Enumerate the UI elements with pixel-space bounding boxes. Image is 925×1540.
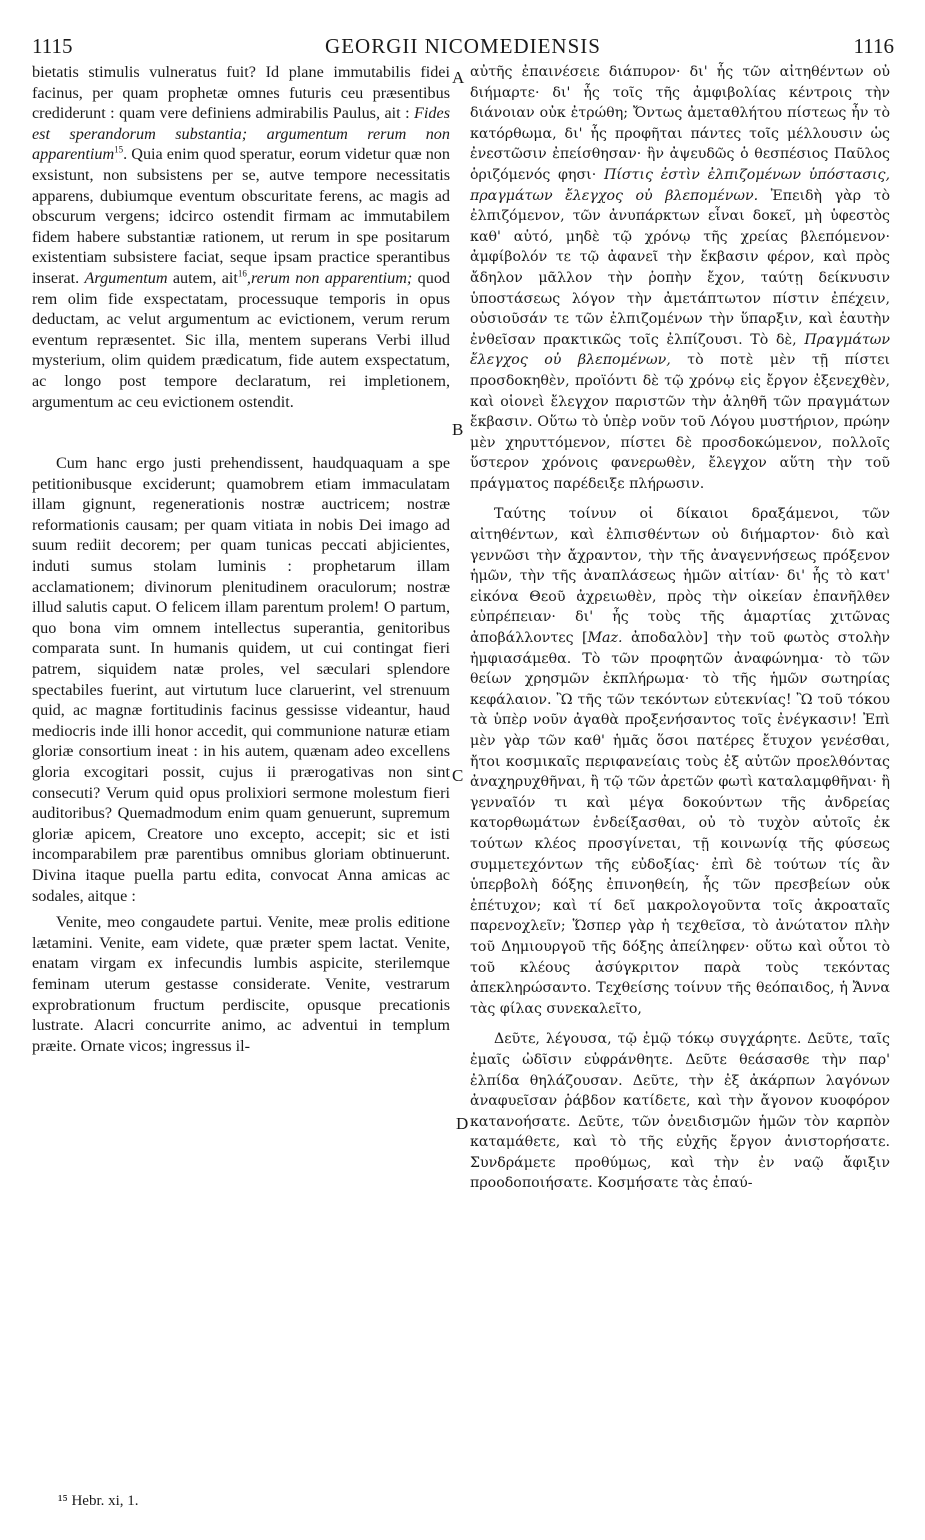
latin-p1-text-d: quod rem olim fide exspectatam, processuque temporis in opus deductam, ac velut argumentum ac evictionem, verum rerum eventum repræsentet. Sic illa, mentem superans Verbi illud mysterium, olim quidem prædicatum, fide autem exspectatum, ac longo post tempore declaratum, rei impletionem, argumentum ac ceu evictionem ostendit. (32, 268, 450, 411)
greek-paragraph-3: Δεῦτε, λέγουσα, τῷ ἐμῷ τόκῳ συγχάρητε. Δεῦτε, ταῖς ἐμαῖς ὠδῖσιν εὐφράνθητε. Δεῦτε θεάσασθε τὴν παρ' ἐλπίδα θηλάζουσαν. Δεῦτε, τὴν ἐξ ἀκάρπων λαγόνων ἀναφυεῖσαν ῥάβδον κατίδετε, καὶ τὴν ἄγονον κυοφόρον κατανοήσατε. Δεῦτε, τῶν ὀνειδισμῶν ἡμῶν τὸν καρπὸν καταμάθετε, καὶ τὸ τῆς εὐχῆς ἔργον ἀνιστορήσατε. Συνδράμετε προθύμως, καὶ τὴν ἐν ναῷ ἄφιξιν προοδοποιήσατε. Κοσμήσατε τὰς ἐπαύ- (470, 1031, 890, 1192)
footnote: ¹⁵ Hebr. xi, 1. (58, 1493, 139, 1509)
latin-p1-text-a: bietatis stimulis vulneratus fuit? Id plane immutabilis fidei facinus, per quam prophetæ omnes futuris ceu præsentibus crediderunt : quam vere definiens admirabilis Paulus, ait : (32, 63, 450, 123)
latin-p1-text-b: . Quia enim quod speratur, eorum videtur quæ non exsistunt, non subsistens per se, autve tempore necessitatis apparens, dubiumque eventum obscuritate ferens, ac magis ad obscurum vergens; idcirco ostendit firmam ac immutabilem fidem habere substantiæ rationem, ut rerum in spe positarum existentiam subsistere faciat, seque ipsam practice sperantibus inserat. (32, 145, 450, 287)
margin-marker-d: D (456, 1114, 469, 1133)
latin-p1-quote-b: Argumentum (84, 268, 168, 287)
latin-paragraph-2: Cum hanc ergo justi prehendissent, haudquaquam a spe petitionibusque exciderunt; quamobrem etiam immaculatam illam gignunt, regenerationis nostræ auctricem; nostræ reformationis causam; per quam vitiata in nobis Dei imago ad suum rediit decorem; per quam tunicas peccati abjicientes, induti sumus stolam luminis : prophetarum illam acclamationem; divinorum plenitudinem oraculorum; nostræ illud salutis caput. O felicem illam parentum prolem! O partum, quo bona vim omnem intellectus superantia, genitoribus comparata sunt. In humanis quidem, ut cui contingat fieri patrem, siquidem natæ proles, vel sæculari splendore spectabiles fuerint, aut virtutum luce claruerint, vel strenuum quid, ac magnæ fortitudinis facinus gessisse videantur, haud mediocris inde illi honor accedit, qui communione naturæ etiam gloriæ consortium ineat : in his autem, quænam adeo excellens gloria excogitari possit, cujus ii prærogativas non sint consecuti? Verum quid opus prolixiori sermone molestum fieri auditoribus? Quemadmodum enim quam genuerunt, supremum gloriæ apicem, Creatore uno excepto, accepit; sic et isti incomparabilem præ parentibus omnibus gloriam obtinuerunt. Divina itaque puella partu edita, convocat Anna amicas ac sodales, aitque : (32, 454, 450, 905)
greek-column (470, 62, 890, 1194)
greek-p1-quote-b: Πραγμάτων ἔλεγχος οὐ βλεπομένων, (470, 331, 890, 369)
greek-p1-text-a: αὐτῆς ἐπαινέσειε διάπυρον· δι' ἧς τῶν αἰτηθέντων οὐ διήμαρτε· δι' ἧς τοῖς τῆς ἀμφιβολίας κέντροις τὴν διάνοιαν οὐκ ἐτρώθη; Ὄντως ἀμεταθλήτου πίστεως ἦν τὸ κατόρθωμα, δι' ἧς προφῆται πάντες τοῖς μέλλουσιν ὡς ἐνεστῶσιν ἐπείσθησαν· ἣν ἀψευδῶς ὁ θεσπέσιος Παῦλος ὁριζόμενός φησι· (470, 64, 890, 183)
latin-column (32, 62, 450, 1056)
latin-p1-quote-a: Fides est sperandorum substantia; argumentum rerum non apparentium (32, 104, 450, 164)
footnote-ref-15: 15 (114, 144, 124, 155)
left-page-number: 1115 (32, 34, 73, 58)
greek-p2-sigla: Maz. (587, 630, 623, 647)
margin-marker-c: C (452, 766, 464, 785)
greek-p1-text-b: Ἐπειδὴ γὰρ τὸ ἐλπιζόμενον, τῶν ἀνυπάρκτων εἶναι δοκεῖ, μὴ ὑφεστὸς καθ' αὑτό, μηδὲ τῷ χρόνῳ τῆς χρείας βλεπόμενον· ἀμφίβολόν τε τῷ ἀφανεῖ τὴν ἔκβασιν φέρον, καὶ πρὸς ἄδηλον μᾶλλον τὴν ῥοπὴν ἔχον, ταύτῃ δείκνυσιν ὑποστάσεως λόγον τὴν ἀμετάπτωτον πίστιν ἐπέχειν, οὐσιοῦσάν τε τῶν ἐλπιζομένων τὴν ὕπαρξιν, καὶ ἑαυτὴν ἐνθεῖσαν πρακτικῶς τοῖς ἐλπίζουσι. Τὸ δὲ, (470, 187, 890, 348)
latin-p1-text-c: autem, ait (167, 268, 238, 287)
right-page-number: 1116 (853, 34, 894, 58)
greek-paragraph-2 (470, 504, 890, 1019)
greek-p2-text-b: ἀποδαλὸν] τὴν τοῦ φωτὸς στολὴν ἠμφιασάμεθα. Τὸ τῶν προφητῶν ἀναφώνημα· τὸ τῶν θείων χρησμῶν ἐκπλήρωμα· τὸ τῆς ἡμῶν σωτηρίας κεφάλαιον. Ὢ τῆς τῶν τεκόντων εὐτεκνίας! Ὢ τοῦ τόκου τὰ ὑπὲρ νοῦν ἀγαθὰ προξενήσαντος τοῖς ἐνέγκασιν! Ἐπὶ μὲν γὰρ τῶν καθ' ἡμᾶς ὅσοι πατέρες ἔτυχον γενέσθαι, ἤτοι κοσμικαῖς περιφανείαις τοὺς ἐξ αὐτῶν προελθόντας ἀναχηρυχθῆναι, ἢ τῷ τῶν ἀρετῶν φωτὶ καταλαμφθῆναι· ἢ γενναῖόν τι καὶ μέγα δοκούντων τῆς ἀνδρείας κατορθωμάτων ἐνδείξασθαι, οὐ τὸ τυχὸν αὐτοῖς ἐκ τούτων κλέος προσγίνεται, τῇ κοινωνίᾳ τῆς φύσεως συμμετεχόντων τῆς εὐδοξίας· ἐπὶ δὲ τούτων τίς ἂν ὑπερβολὴ δόξης ἐπινοηθείη, ἧς τῶν πρεσβείων οὐκ ἐπέτυχον; καὶ τί δεῖ μακρολογοῦντα τοῖς ἀκροαταῖς παρενοχλεῖν; Ὥσπερ γὰρ ἡ τεχθεῖσα, τὸ ἀνώτατον πλὴν τοῦ Δημιουργοῦ τῆς δόξης ἀπείληφεν· οὕτω καὶ οὗτοι τὸ τοῦ κλέους ἀσύγκριτον παρὰ τοὺς τεκόντας ἀπεκληρώσαντο. Τεχθείσης τοίνυν τῆς θεόπαιδος, ἡ Ἄννα τὰς φίλας συνεκαλεῖτο, (470, 630, 890, 1017)
margin-marker-a: A (452, 68, 465, 87)
margin-marker-b: B (452, 420, 464, 439)
latin-paragraph-1 (32, 62, 450, 412)
running-title: GEORGII NICOMEDIENSIS (325, 34, 601, 58)
footnote-ref-16: 16 (237, 268, 247, 279)
greek-p1-text-c: τὸ ποτὲ μὲν τῇ πίστει προσδοκηθὲν, προϊόντι δὲ τῷ χρόνῳ εἰς ἔργον ἐξενεχθὲν, καὶ οἱονεὶ ἔλεγχον παριστῶν τὴν ἀληθῆ τῶν πραγμάτων ἔκβασιν. Οὕτω τὸ ὑπὲρ νοῦν τοῦ Λόγου μυστήριον, πρώην μὲν χηρυττόμενον, πίστει δὲ προσδοκώμενον, πολλοῖς ὕστερον χρόνοις φανερωθὲν, ἔλεγχον αὕτη τὴν τοῦ πράγματος παρέδειξε πλήρωσιν. (470, 352, 890, 492)
greek-p2-text-a: Ταύτης τοίνυν οἱ δίκαιοι δραξάμενοι, τῶν αἰτηθέντων, καὶ ἐλπισθέντων οὐ διήμαρτον· διὸ καὶ γεννῶσι τὴν ἄχραντον, τὴν τῆς ἀναγεννήσεως πρόξενον ἡμῶν, τὴν τῆς ἀναπλάσεως ἡμῶν αἰτίαν· δι' ἧς τὸ κατ' εἰκόνα Θεοῦ ἀχρειωθὲν, πρὸς τὴν οἰκείαν ἐπανῆλθεν εὐπρέπειαν· δι' ἧς τοὺς τῆς ἁμαρτίας χιτῶνας ἀποβάλλοντες [ (470, 506, 890, 647)
page-header (32, 34, 894, 64)
latin-p1-quote-c: ,rerum non apparentium; (246, 268, 413, 287)
greek-paragraph-1 (470, 62, 890, 494)
greek-p1-quote-a: Πίστις ἐστὶν ἐλπιζομένων ὑπόστασις, πραγμάτων ἔλεγχος οὐ βλεπομένων. (470, 166, 890, 204)
latin-paragraph-3: Venite, meo congaudete partui. Venite, meæ prolis editione lætamini. Venite, eam videte, quæ præter spem lactat. Venite, enatam virgam ex infecundis lumbis aspicite, sterilemque feminam uterum gestasse considerate. Venite, vestrarum exprobrationum fructum perdiscite, opusque precationis lustrate. Alacri concurrite animo, ac adventui in templum præite. Ornate vicos; ingressus il- (32, 913, 450, 1055)
